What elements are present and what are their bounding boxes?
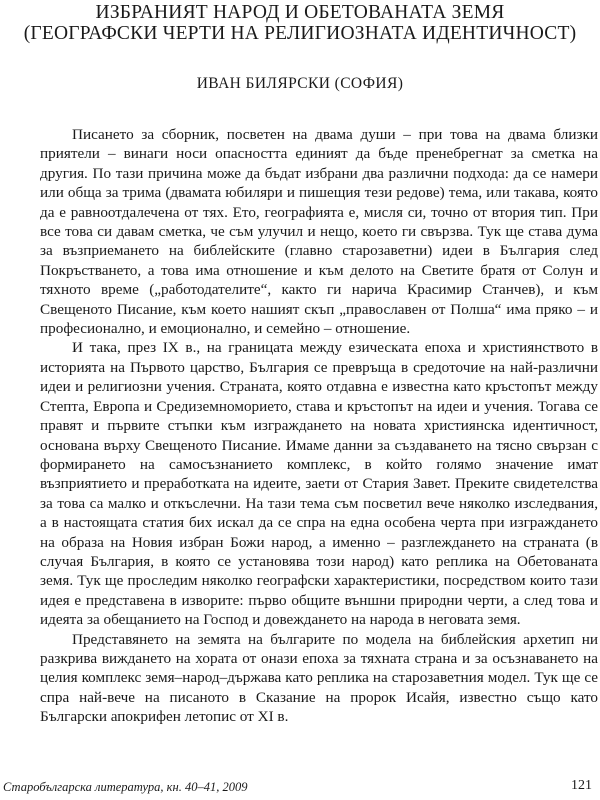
article-title [0,2,600,44]
page-number: 121 [571,778,592,793]
paragraph: И така, през IX в., на границата между езическата епоха и християнството в историята на Първото царство, България се превръща в средоточие на най-различни идеи и религиозни учения. Страната, която отдавна е известна като кръстопът между Степта, Европа и Средиземноморието, става и кръстопът на идеи и учения. Тогава се правят и първите стъпки към изграждането на новата християнска идентичност, основана върху Свещеното Писание. Имаме данни за създаването на тясно свързан с формирането на самосъзнанието комплекс, в който голямо значение имат възприятието и преработката на идеите, заети от Стария Завет. Преките свидетелства за това са малко и откъслечни. На тази тема съм посветил вече няколко изследвания, а в настоящата статия бих искал да се спра на една особена черта при изграждането на образа на Новия избран Божи народ, а именно – разглеждането на страната (в случая България, в която се установява този народ) като реплика на Обетованата земя. Тук ще проследим няколко географски характеристики, посредством които тази идея е представена в изворите: първо общите външни природни черти, а след това и идеята за обещанието на Господ и довеждането на народа в неговата земя. [40,339,598,629]
footer-journal-citation: Старобългарска литература, кн. 40–41, 2009 [3,780,248,794]
article-author: ИВАН БИЛЯРСКИ (СОФИЯ) [196,75,404,92]
article-body [40,125,598,727]
paragraph: Писането за сборник, посветен на двама души – при това на двама близки приятели – винаги носи опасността единият да бъде пренебрегнат за сметка на другия. По тази причина може да бъдат избрани два различни подхода: да се намери или обща за трима (двамата юбиляри и пишещия тези редове) тема, или такава, която да е равноотдалечена от тях. Ето, географията е, мисля си, точно от втория тип. При все това си давам сметка, че съм улучил и нещо, което ги свързва. Тук ще става дума за възприемането на библейските (главно старозаветни) идеи в България след Покръстването, а това има отношение и към делото на Светите братя от Солун и тяхното време („работодателите“, както ги нарича Красимир Станчев), и към Свещеното Писание, към което нашият скъп „православен от Полша“ има пряко – и професионално, и емоционално, и семейно – отношение. [40,126,598,338]
article-title-line-2: (ГЕОГРАФСКИ ЧЕРТИ НА РЕЛИГИОЗНАТА ИДЕНТИЧНОСТ) [23,23,577,44]
paragraph: Представянето на земята на българите по модела на библейския архетип ни разкрива виждането на хората от онази епоха за тяхната страна и за осъзнаването на целия комплекс земя–народ–държава като реплика на старозаветния модел. Тук ще се спра най-вече на писаното в Сказание на пророк Исайя, известно също като Български апокрифен летопис от XI в. [40,630,598,726]
article-title-line-1: ИЗБРАНИЯТ НАРОД И ОБЕТОВАНАТА ЗЕМЯ [95,2,505,23]
